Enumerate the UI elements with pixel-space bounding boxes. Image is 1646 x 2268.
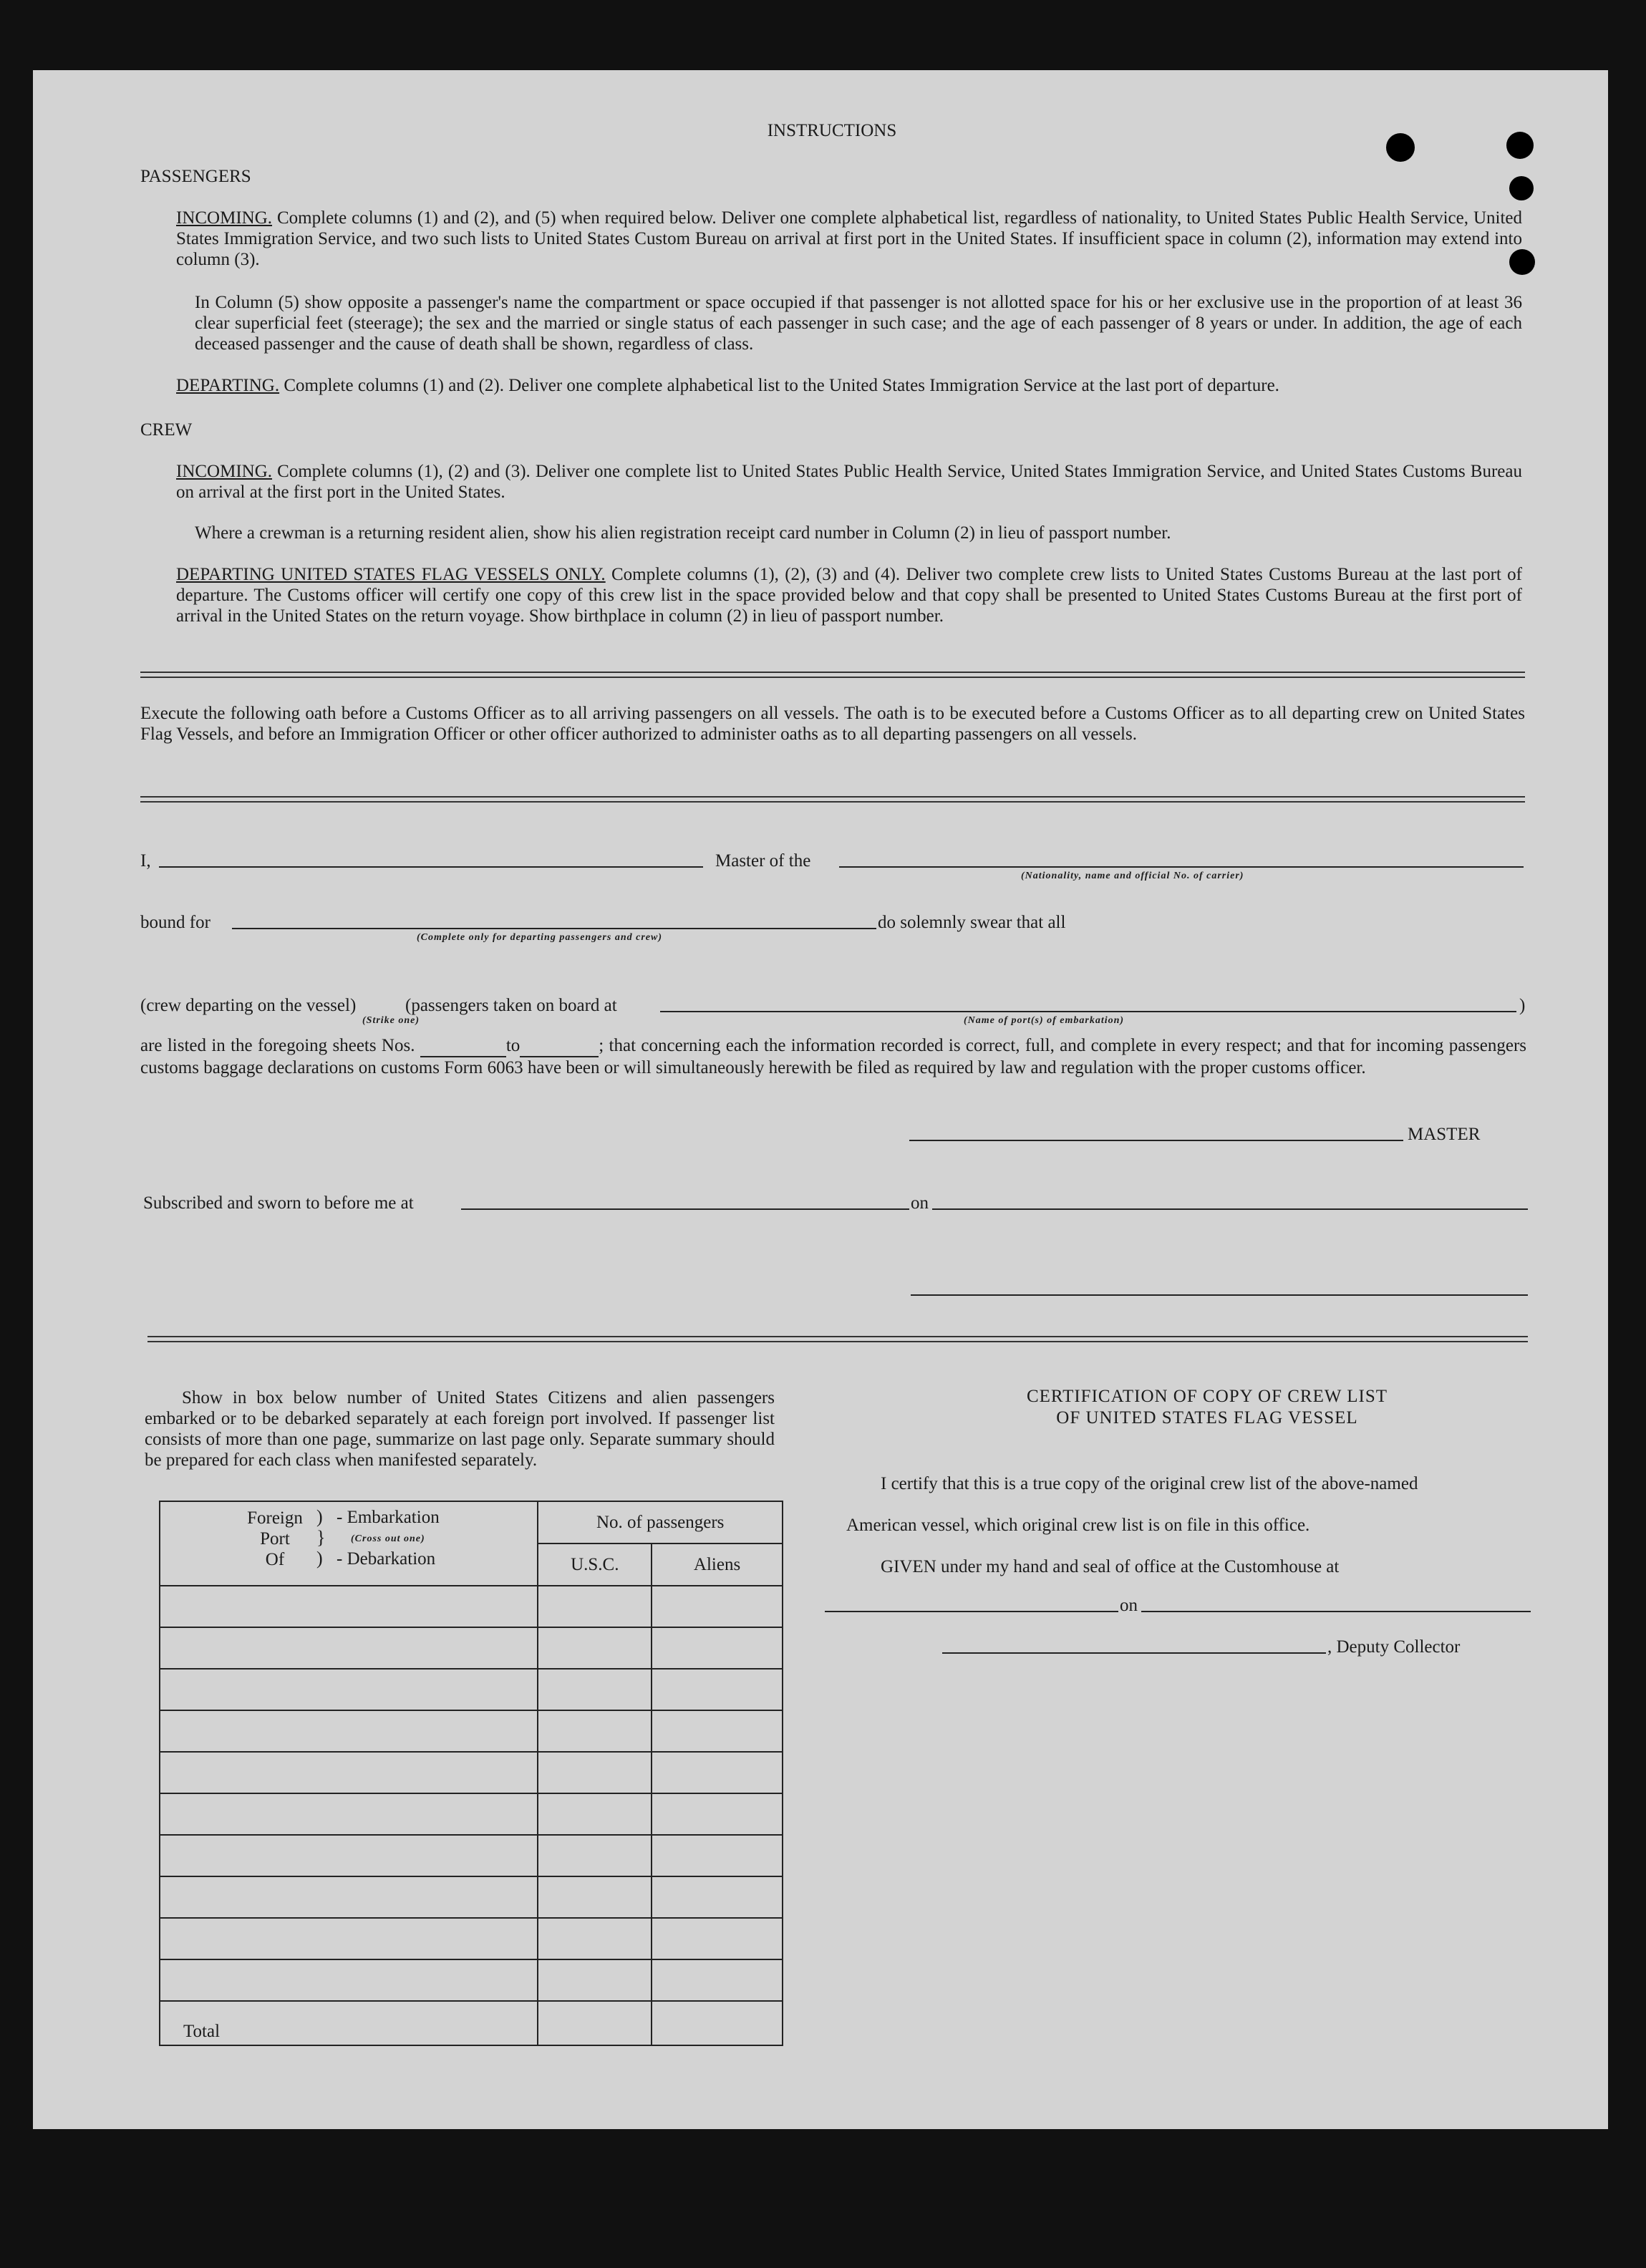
bound-caption: (Complete only for departing passengers and crew) [417, 932, 662, 943]
usc-cell[interactable] [538, 1959, 652, 2001]
aliens-cell[interactable] [652, 1835, 783, 1876]
ports-caption: (Name of port(s) of embarkation) [964, 1015, 1125, 1026]
certify-text: I certify that this is a true copy of the original crew list of the above-named [881, 1474, 1418, 1493]
port-cell[interactable] [160, 1876, 538, 1918]
bound-for-line[interactable] [232, 928, 876, 929]
port-cell[interactable] [160, 1669, 538, 1710]
customhouse-line[interactable] [825, 1611, 1118, 1612]
summary-table [159, 1501, 783, 2046]
usc-cell[interactable] [538, 1876, 652, 1918]
passengers-incoming-label: INCOMING. [176, 208, 273, 228]
crew-incoming-text: Complete columns (1), (2) and (3). Deliver one complete list to United States Public Health Service, United States Immigration Service, and United States Customs Bureau on arrival at the first port in the United States. [176, 462, 1522, 502]
strike-one-caption: (Strike one) [362, 1015, 420, 1026]
brace-icon: ) } ) [316, 1506, 326, 1569]
aliens-cell[interactable] [652, 1752, 783, 1793]
crew-departing-label: DEPARTING UNITED STATES FLAG VESSELS ONLY. [176, 565, 606, 584]
oath-instruction: Execute the following oath before a Customs Officer as to all arriving passengers on all vessels. The oath is to be executed before a Customs Officer as to all departing crew on United States Flag Vessels, and before an Immigration Officer or other officer authorized to administer oaths as to all departing passengers on all vessels. [140, 704, 1525, 744]
subscribed-on-label: on [911, 1193, 929, 1213]
table-row [160, 1876, 783, 1918]
certification-title-2: OF UNITED STATES FLAG VESSEL [1056, 1408, 1358, 1428]
usc-cell[interactable] [538, 1586, 652, 1627]
port-cell[interactable] [160, 1793, 538, 1835]
table-row [160, 1710, 783, 1752]
column5-paragraph: In Column (5) show opposite a passenger's name the compartment or space occupied if that passenger is not allotted space for his or her exclusive use in the proportion of at least 36 clear superficial feet (steerage); the sex and the married or single status of each passenger in such case; and the age of each passenger of 8 years or under. In addition, the age of each deceased passenger and the cause of death shall be shown, regardless of class. [195, 293, 1522, 354]
debarkation-label: - Debarkation [337, 1549, 436, 1569]
foreign-label: Foreign [247, 1508, 303, 1528]
cross-out-caption: (Cross out one) [351, 1533, 425, 1544]
table-row [160, 1793, 783, 1835]
passengers-taken-option: (passengers taken on board at [405, 996, 617, 1015]
crew-incoming-paragraph [176, 461, 1522, 503]
divider [140, 672, 1525, 678]
master-label: MASTER [1408, 1125, 1481, 1144]
port-cell[interactable] [160, 1586, 538, 1627]
master-name-line[interactable] [159, 866, 703, 868]
port-label: Port [260, 1529, 290, 1549]
deputy-collector-label: , Deputy Collector [1327, 1637, 1461, 1657]
listed-paragraph [140, 1035, 1526, 1078]
passengers-incoming-text: Complete columns (1) and (2), and (5) when required below. Deliver one complete alphabetical list, regardless of nationality, to United States Public Health Service, United States Immigration Service, and two such lists to United States Custom Bureau on arrival at first port in the United States. If insufficient space in column (2), information may extend into column (3). [176, 208, 1523, 269]
cert-on-label: on [1120, 1596, 1138, 1615]
usc-cell[interactable] [538, 1627, 652, 1669]
close-paren: ) [1519, 996, 1526, 1015]
crew-departing-text: Complete columns (1), (2), (3) and (4). Deliver two complete crew lists to United States Customs Bureau at the last port of departure. The Customs officer will certify one copy of this crew list in the space provided below and that copy shall be presented to United States Customs Bureau at the first port of arrival in the United States on the return voyage. Show birthplace in column (2) in lieu of passport number. [176, 565, 1522, 626]
no-passengers-header: No. of passengers [538, 1501, 783, 1544]
usc-cell[interactable] [538, 1710, 652, 1752]
passengers-departing-text: Complete columns (1) and (2). Deliver one complete alphabetical list to the United States Immigration Service at the last port of departure. [284, 376, 1279, 395]
punch-hole [1506, 132, 1534, 159]
table-row [160, 1959, 783, 2001]
deputy-signature-line[interactable] [942, 1652, 1326, 1654]
table-row [160, 1752, 783, 1793]
table-row [160, 1627, 783, 1669]
crew-resident-paragraph: Where a crewman is a returning resident alien, show his alien registration receipt card number in Column (2) in lieu of passport number. [195, 523, 1171, 543]
port-cell[interactable] [160, 1627, 538, 1669]
sheet-to-line[interactable] [520, 1035, 599, 1057]
oath-i-label: I, [140, 851, 151, 871]
port-cell[interactable] [160, 1918, 538, 1959]
listed-text-b: ; that concerning each the information recorded is correct, full, and complete in every respect; and that for incoming passengers customs baggage declarations on customs Form 6063 have been or will simultaneously herewith be filed as required by law and regulation with the proper customs officer. [140, 1036, 1527, 1077]
american-text: American vessel, which original crew list is on file in this office. [846, 1516, 1310, 1535]
nationality-caption: (Nationality, name and official No. of carrier) [1021, 871, 1244, 881]
aliens-cell[interactable] [652, 1669, 783, 1710]
aliens-total-cell[interactable] [652, 2001, 783, 2045]
crew-departing-paragraph [176, 564, 1522, 626]
table-row [160, 1918, 783, 1959]
listed-text-a: are listed in the foregoing sheets Nos. [140, 1036, 415, 1055]
foreign-port-header [160, 1501, 538, 1586]
usc-cell[interactable] [538, 1669, 652, 1710]
crew-title: CREW [140, 420, 193, 440]
port-cell[interactable] [160, 1710, 538, 1752]
of-label: Of [265, 1550, 285, 1569]
usc-cell[interactable] [538, 1752, 652, 1793]
swear-text: do solemnly swear that all [878, 913, 1066, 932]
port-cell[interactable] [160, 1835, 538, 1876]
passengers-departing-label: DEPARTING. [176, 376, 280, 395]
embarkation-label: - Embarkation [337, 1508, 440, 1527]
instructions-heading: INSTRUCTIONS [767, 121, 897, 140]
total-row [160, 2001, 783, 2045]
aliens-cell[interactable] [652, 1710, 783, 1752]
subscribed-label: Subscribed and sworn to before me at [143, 1193, 414, 1213]
summary-intro: Show in box below number of United States Citizens and alien passengers embarked or to be debarked separately at each foreign port involved. If passenger list consists of more than one page, summarize on last page only. Separate summary should be prepared for each class when manifested separately. [145, 1388, 775, 1470]
usc-cell[interactable] [538, 1793, 652, 1835]
table-row [160, 1669, 783, 1710]
aliens-cell[interactable] [652, 1627, 783, 1669]
port-cell[interactable] [160, 1752, 538, 1793]
aliens-cell[interactable] [652, 1793, 783, 1835]
crew-incoming-label: INCOMING. [176, 462, 273, 481]
passengers-incoming-paragraph [176, 208, 1522, 270]
aliens-cell[interactable] [652, 1586, 783, 1627]
listed-to: to [505, 1036, 521, 1055]
embarkation-port-line[interactable] [660, 1011, 1516, 1012]
divider [147, 1336, 1528, 1342]
usc-header: U.S.C. [538, 1544, 652, 1586]
master-of-the-label: Master of the [715, 851, 811, 871]
divider [140, 796, 1525, 803]
certification-title-1: CERTIFICATION OF COPY OF CREW LIST [1026, 1387, 1388, 1406]
document-page [33, 70, 1608, 2129]
aliens-cell[interactable] [652, 1876, 783, 1918]
aliens-cell[interactable] [652, 1959, 783, 2001]
passengers-title: PASSENGERS [140, 167, 251, 186]
total-label: Total [160, 2001, 538, 2045]
aliens-cell[interactable] [652, 1918, 783, 1959]
given-text: GIVEN under my hand and seal of office at the Customhouse at [881, 1557, 1340, 1576]
sheet-from-line[interactable] [420, 1035, 506, 1057]
master-signature-line[interactable] [909, 1140, 1403, 1141]
officer-signature-line[interactable] [911, 1294, 1528, 1296]
usc-cell[interactable] [538, 1835, 652, 1876]
carrier-line[interactable] [839, 866, 1524, 868]
punch-hole [1509, 176, 1534, 200]
cert-date-line[interactable] [1141, 1611, 1531, 1612]
subscribed-date-line[interactable] [932, 1208, 1528, 1210]
crew-departing-option: (crew departing on the vessel) [140, 996, 357, 1015]
bound-for-label: bound for [140, 913, 210, 932]
table-row [160, 1835, 783, 1876]
passengers-departing-paragraph [176, 375, 1522, 396]
port-cell[interactable] [160, 1959, 538, 2001]
subscribed-place-line[interactable] [461, 1208, 909, 1210]
table-row [160, 1586, 783, 1627]
punch-hole [1386, 133, 1415, 162]
usc-total-cell[interactable] [538, 2001, 652, 2045]
usc-cell[interactable] [538, 1918, 652, 1959]
aliens-header: Aliens [652, 1544, 783, 1586]
